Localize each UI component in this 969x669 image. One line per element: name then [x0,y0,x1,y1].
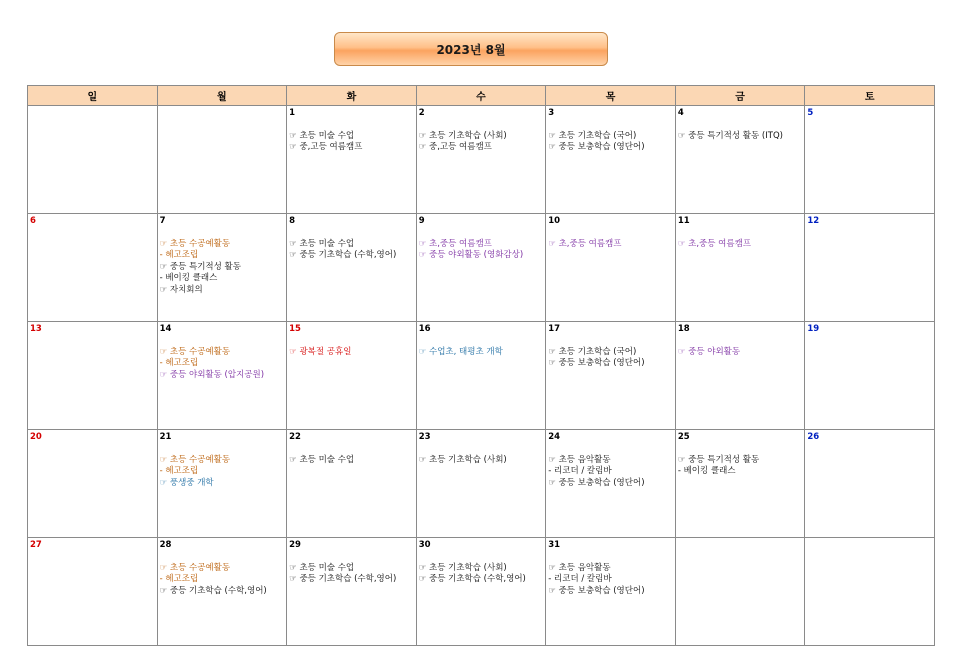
empty-day-cell[interactable] [157,106,287,214]
day-number: 18 [677,324,690,334]
day-cell[interactable] [546,322,676,430]
event-item: ☞ 초,중등 여름캠프 [548,238,622,249]
weekday-fri: 금 [675,86,805,106]
day-number: 3 [548,108,555,118]
calendar-week-row [28,322,935,430]
event-item: ☞ 초등 미술 수업 [289,454,355,465]
day-number: 15 [289,324,301,334]
event-item: ☞ 초등 음악활동 [548,454,611,465]
calendar-title: 2023년 8월 [334,32,608,66]
event-item: ☞ 초등 기초학습 (사회) [418,130,507,141]
day-cell[interactable] [157,214,287,322]
day-number: 19 [807,324,820,334]
event-item: ☞ 초등 수공예활동 [159,562,231,573]
day-number: 6 [30,216,36,226]
day-cell[interactable] [546,214,676,322]
event-item: ☞ 초등 미술 수업 [289,238,355,249]
day-cell[interactable] [805,106,935,214]
day-cell[interactable] [287,430,417,538]
day-number: 20 [30,432,42,442]
day-cell[interactable] [28,214,158,322]
day-number: 21 [159,432,172,442]
event-item: - 리코더 / 칼림바 [548,466,612,476]
weekday-mon: 월 [157,86,287,106]
event-item: - 헤고조립 [159,466,199,476]
day-number: 7 [159,216,166,226]
day-number: 28 [159,540,172,550]
empty-day-cell[interactable] [675,538,805,646]
event-item: ☞ 초등 수공예활동 [159,454,231,465]
weekday-tue: 화 [287,86,417,106]
event-item: ☞ 중등 보충학습 (영단어) [548,477,645,488]
day-cell[interactable] [546,538,676,646]
event-item: ☞ 중등 야외활동 [677,346,741,357]
day-cell[interactable] [675,106,805,214]
day-number: 25 [677,432,690,442]
day-cell[interactable] [546,430,676,538]
day-cell[interactable] [287,538,417,646]
day-cell[interactable] [287,322,417,430]
day-number: 11 [677,216,690,226]
event-item: ☞ 중등 기초학습 (수학,영어) [289,574,397,584]
day-number: 27 [30,540,42,550]
day-number: 8 [289,216,296,226]
event-item: ☞ 풍생중 개학 [159,477,214,488]
day-cell[interactable] [28,322,158,430]
event-item: ☞ 중,고등 여름캠프 [289,142,363,152]
day-cell[interactable] [416,106,546,214]
calendar-week-row [28,106,935,214]
day-cell[interactable] [416,538,546,646]
event-item: ☞ 초등 미술 수업 [289,562,355,573]
day-cell[interactable] [157,322,287,430]
day-number: 1 [289,108,296,118]
day-cell[interactable] [805,214,935,322]
day-number: 9 [418,216,425,226]
day-number: 30 [418,540,431,550]
event-item: ☞ 중등 보충학습 (영단어) [548,585,645,596]
event-item: ☞ 초,중등 여름캠프 [418,238,492,249]
event-item: - 리코더 / 칼림바 [548,574,612,584]
event-item: ☞ 수업초, 태평초 개학 [418,346,503,357]
event-item: ☞ 중,고등 여름캠프 [418,142,492,152]
day-number: 5 [807,108,814,118]
event-item: ☞ 중등 기초학습 (수학,영어) [159,585,267,596]
calendar-week-row [28,430,935,538]
day-cell[interactable] [28,430,158,538]
day-cell[interactable] [287,214,417,322]
day-number: 4 [677,108,684,118]
event-item: - 베이킹 클래스 [159,273,218,283]
weekday-sun: 일 [28,86,158,106]
event-item: ☞ 중등 기초학습 (수학,영어) [289,250,397,260]
day-number: 12 [807,216,820,226]
day-cell[interactable] [546,106,676,214]
day-number: 26 [807,432,820,442]
day-number: 10 [548,216,561,226]
calendar-week-row [28,538,935,646]
event-item: ☞ 초등 기초학습 (사회) [418,562,507,573]
event-item: - 헤고조립 [159,250,199,260]
day-number: 31 [548,540,561,550]
day-number: 13 [30,324,42,334]
event-item: ☞ 초등 기초학습 (국어) [548,346,637,357]
day-cell[interactable] [287,106,417,214]
event-item: ☞ 중등 야외활동 (압지공원) [159,369,265,380]
event-item: - 베이킹 클래스 [677,466,736,476]
event-item: ☞ 초등 수공예활동 [159,346,231,357]
event-item: ☞ 중등 보충학습 (영단어) [548,142,645,152]
day-number: 24 [548,432,561,442]
day-cell[interactable] [416,430,546,538]
event-item: ☞ 초등 기초학습 (국어) [548,130,637,141]
day-number: 2 [418,108,425,118]
weekday-sat: 토 [805,86,935,106]
day-cell[interactable] [28,538,158,646]
day-number: 16 [418,324,431,334]
weekday-wed: 수 [416,86,546,106]
day-cell[interactable] [157,430,287,538]
event-item: ☞ 중등 야외활동 (영화감상) [418,250,524,260]
weekday-header-row [28,86,935,106]
event-item: ☞ 중등 특기적성 활동 (ITQ) [677,130,783,141]
event-item: ☞ 중등 특기적성 활동 [677,454,760,465]
event-item: ☞ 초,중등 여름캠프 [677,238,752,249]
event-item: ☞ 광복절 공휴일 [289,346,352,357]
calendar-body [28,106,935,646]
event-item: ☞ 중등 보충학습 (영단어) [548,358,645,368]
day-cell[interactable] [805,430,935,538]
event-item: ☞ 중등 특기적성 활동 [159,261,241,272]
day-cell[interactable] [675,322,805,430]
event-item: ☞ 초등 수공예활동 [159,238,231,249]
day-number: 14 [159,324,172,334]
calendar-grid [27,85,935,646]
day-cell[interactable] [416,322,546,430]
event-item: ☞ 자치회의 [159,284,203,295]
day-cell[interactable] [805,322,935,430]
event-item: ☞ 초등 음악활동 [548,562,611,573]
event-item: ☞ 초등 미술 수업 [289,130,355,141]
day-cell[interactable] [157,538,287,646]
calendar-week-row [28,214,935,322]
event-item: - 헤고조립 [159,358,199,368]
event-item: ☞ 중등 기초학습 (수학,영어) [418,574,526,584]
day-cell[interactable] [675,214,805,322]
day-number: 17 [548,324,561,334]
empty-day-cell[interactable] [28,106,158,214]
event-item: - 헤고조립 [159,574,199,584]
day-cell[interactable] [416,214,546,322]
event-item: ☞ 초등 기초학습 (사회) [418,454,507,465]
empty-day-cell[interactable] [805,538,935,646]
day-number: 22 [289,432,301,442]
day-number: 29 [289,540,301,550]
day-cell[interactable] [675,430,805,538]
day-number: 23 [418,432,431,442]
weekday-thu: 목 [546,86,676,106]
